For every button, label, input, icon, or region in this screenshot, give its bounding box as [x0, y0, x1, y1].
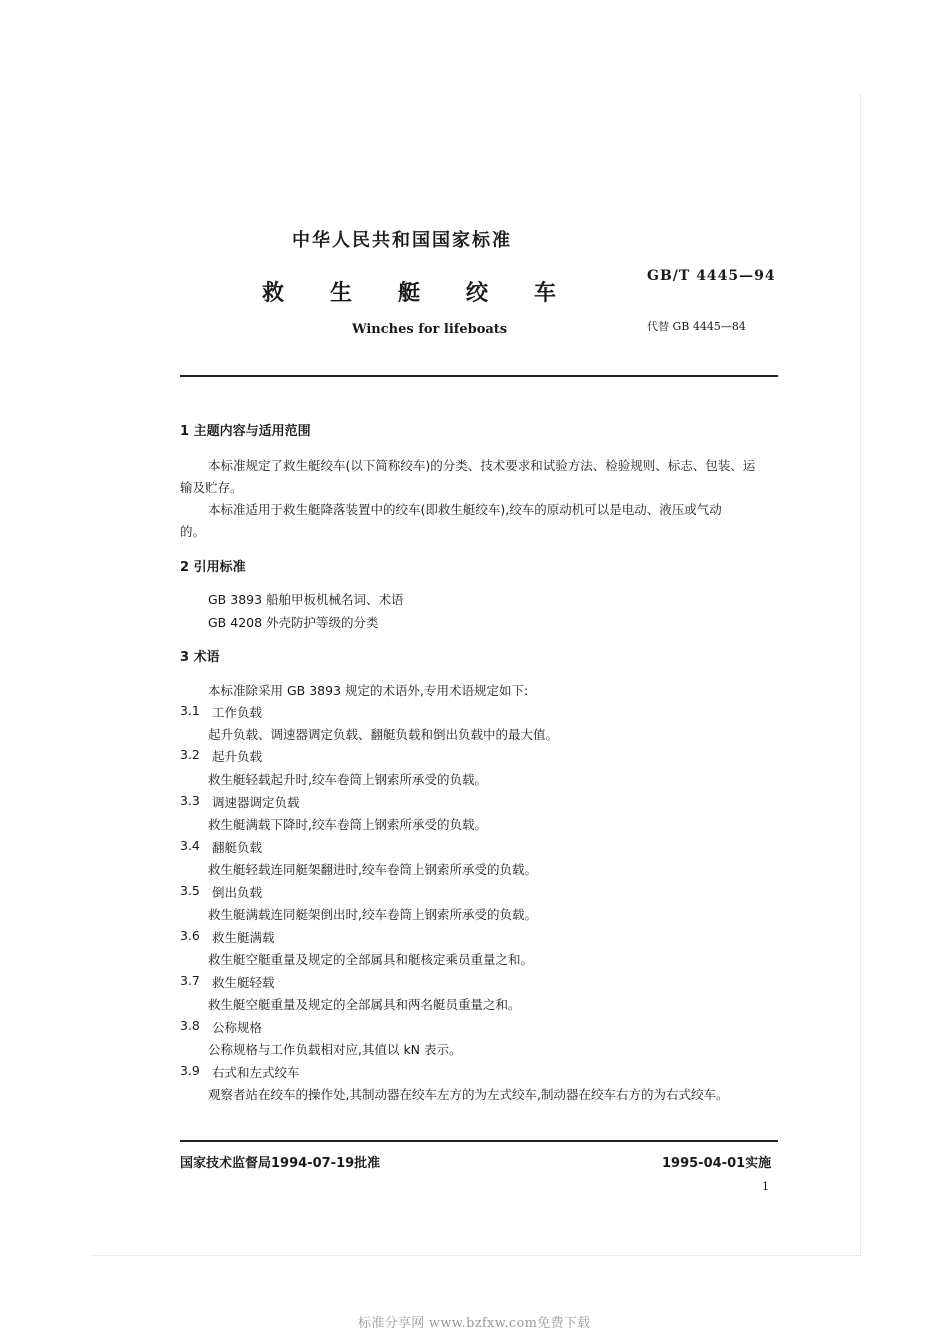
- clause-number: 3.8: [180, 1018, 200, 1033]
- clause-text: 救生艇轻载连同艇架翻进时,绞车卷筒上钢索所承受的负载。: [208, 862, 537, 877]
- terms-intro: 本标准除采用 GB 3893 规定的术语外,专用术语规定如下:: [208, 683, 529, 698]
- clause-text: 观察者站在绞车的操作处,其制动器在绞车左方的为左式绞车,制动器在绞车右方的为右式绞车。: [208, 1087, 729, 1102]
- paragraph-line: 本标准适用于救生艇降落装置中的绞车(即救生艇绞车),绞车的原动机可以是电动、液压或气动: [208, 502, 722, 517]
- clause-title: 倒出负载: [212, 885, 263, 900]
- title-char: 车: [534, 281, 557, 306]
- paragraph-line: 本标准规定了救生艇绞车(以下简称绞车)的分类、技术要求和试验方法、检验规则、标志、包装、运: [208, 458, 756, 473]
- clause-number: 3.2: [180, 747, 200, 762]
- clause-number: 3.1: [180, 703, 200, 718]
- english-title: Winches for lifeboats: [352, 322, 508, 337]
- header-divider: [180, 375, 778, 377]
- clause-text: 救生艇空艇重量及规定的全部属具和两名艇员重量之和。: [208, 997, 521, 1012]
- approval-note: 国家技术监督局1994-07-19批准: [180, 1156, 381, 1171]
- clause-number: 3.6: [180, 928, 200, 943]
- clause-number: 3.3: [180, 793, 200, 808]
- watermark: 标准分享网 www.bzfxw.com免费下载: [358, 1316, 591, 1331]
- clause-number: 3.4: [180, 838, 200, 853]
- clause-number: 3.5: [180, 883, 200, 898]
- title-char: 救: [262, 281, 285, 306]
- footer-divider: [180, 1140, 778, 1142]
- clause-title: 右式和左式绞车: [212, 1065, 300, 1080]
- clause-title: 公称规格: [212, 1020, 263, 1035]
- title-char: 艇: [398, 281, 421, 306]
- standard-code: GB/T 4445—94: [647, 268, 776, 284]
- clause-title: 调速器调定负载: [212, 795, 300, 810]
- clause-title: 工作负载: [212, 705, 263, 720]
- clause-text: 救生艇满载连同艇架倒出时,绞车卷筒上钢索所承受的负载。: [208, 907, 537, 922]
- clause-number: 3.9: [180, 1063, 200, 1078]
- clause-text: 救生艇轻载起升时,绞车卷筒上钢索所承受的负载。: [208, 772, 487, 787]
- section-heading: 3 术语: [180, 650, 220, 665]
- effective-date: 1995-04-01实施: [662, 1156, 772, 1171]
- clause-title: 救生艇轻载: [212, 975, 275, 990]
- clause-text: 起升负载、调速器调定负载、翻艇负载和倒出负载中的最大值。: [208, 727, 559, 742]
- clause-title: 起升负载: [212, 749, 263, 764]
- paragraph-line: 输及贮存。: [180, 480, 243, 495]
- standard-category-title: 中华人民共和国国家标准: [292, 230, 512, 251]
- paragraph-line: 的。: [180, 524, 206, 539]
- section-heading: 2 引用标准: [180, 560, 246, 575]
- clause-title: 翻艇负载: [212, 840, 263, 855]
- clause-title: 救生艇满载: [212, 930, 275, 945]
- replaces-note: 代替 GB 4445—84: [647, 320, 746, 333]
- clause-number: 3.7: [180, 973, 200, 988]
- clause-text: 公称规格与工作负载相对应,其值以 kN 表示。: [208, 1042, 462, 1057]
- title-char: 绞: [466, 281, 489, 306]
- page-number: 1: [762, 1180, 769, 1193]
- reference-item: GB 4208 外壳防护等级的分类: [208, 615, 379, 630]
- document-title: [262, 276, 602, 307]
- title-char: 生: [330, 281, 353, 306]
- clause-text: 救生艇满载下降时,绞车卷筒上钢索所承受的负载。: [208, 817, 487, 832]
- reference-item: GB 3893 船舶甲板机械名词、术语: [208, 592, 404, 607]
- section-heading: 1 主题内容与适用范围: [180, 424, 311, 439]
- clause-text: 救生艇空艇重量及规定的全部属具和艇核定乘员重量之和。: [208, 952, 534, 967]
